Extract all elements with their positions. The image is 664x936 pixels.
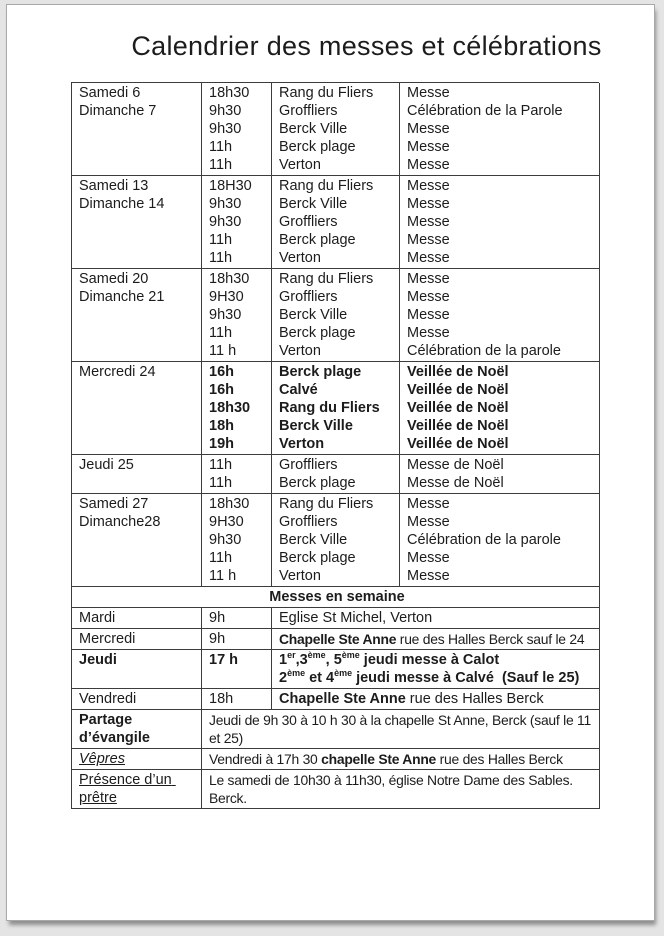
weekday: Jeudi	[79, 652, 117, 668]
event: Messe	[407, 157, 450, 173]
detail-line: Chapelle Ste Anne rue des Halles Berck	[279, 691, 544, 707]
event: Messe	[407, 139, 450, 155]
time: 18h30	[209, 85, 250, 101]
event: Messe	[407, 271, 450, 287]
place: Rang du Fliers	[279, 271, 374, 287]
document-page	[6, 4, 655, 921]
event-cell	[400, 83, 600, 176]
event-cell	[400, 362, 600, 455]
detail-line: Eglise St Michel, Verton	[279, 610, 433, 626]
event-cell	[400, 176, 600, 269]
detail-cell	[272, 650, 600, 689]
weekday: Mardi	[79, 610, 116, 626]
time: 9h30	[209, 532, 242, 548]
date-line: Samedi 13	[79, 178, 149, 194]
time: 18h30	[209, 496, 250, 512]
place: Berck plage	[279, 139, 356, 155]
time: 11 h	[209, 343, 237, 359]
time: 9h	[209, 610, 226, 626]
date-line: Dimanche28	[79, 514, 161, 530]
event-cell	[400, 494, 600, 587]
detail-cell	[272, 608, 600, 629]
place: Berck Ville	[279, 532, 348, 548]
date-line: Dimanche 21	[79, 289, 165, 305]
weekday-cell	[72, 650, 202, 689]
time: 16h	[209, 382, 234, 398]
place: Groffliers	[279, 214, 338, 230]
date-cell	[72, 455, 202, 494]
place: Groffliers	[279, 514, 338, 530]
time: 9h30	[209, 307, 242, 323]
time-cell	[202, 176, 272, 269]
date-cell	[72, 83, 202, 176]
place: Verton	[279, 568, 321, 584]
place: Groffliers	[279, 103, 338, 119]
date-cell	[72, 269, 202, 362]
weekday-cell	[72, 629, 202, 650]
event: Messe	[407, 568, 450, 584]
event: Messe	[407, 196, 450, 212]
place: Rang du Fliers	[279, 496, 374, 512]
time: 11h	[209, 232, 233, 248]
event: Veillée de Noël	[407, 436, 509, 452]
event: Messe	[407, 289, 450, 305]
event: Messe	[407, 307, 450, 323]
place: Rang du Fliers	[279, 178, 374, 194]
time: 18h	[209, 418, 234, 434]
place: Berck Ville	[279, 418, 353, 434]
place: Berck plage	[279, 475, 356, 491]
time: 11 h	[209, 568, 237, 584]
info-label: Partage d’évangile	[79, 712, 150, 746]
mass-calendar-table	[71, 82, 599, 809]
event-cell	[400, 455, 600, 494]
place: Verton	[279, 250, 321, 266]
place: Groffliers	[279, 289, 338, 305]
event: Veillée de Noël	[407, 364, 509, 380]
time: 18h	[209, 691, 234, 707]
time-cell	[202, 608, 272, 629]
event: Messe	[407, 250, 450, 266]
page-title: Calendrier des messes et célébrations	[131, 31, 602, 61]
event: Célébration de la parole	[407, 532, 561, 548]
date-line: Samedi 27	[79, 496, 149, 512]
place-cell	[272, 176, 400, 269]
place: Verton	[279, 157, 321, 173]
section-header-messes-en-semaine: Messes en semaine	[72, 587, 600, 608]
event: Messe	[407, 214, 450, 230]
detail-line: Vendredi à 17h 30 chapelle Ste Anne rue des Halles Berck	[209, 751, 563, 767]
weekday: Mercredi	[79, 631, 136, 647]
place-cell	[272, 362, 400, 455]
detail-line: Le samedi de 10h30 à 11h30, église Notre Dame des Sables. Berck.	[209, 772, 577, 806]
detail-line: Chapelle Ste Anne rue des Halles Berck sauf le 24	[279, 631, 585, 647]
detail-cell	[202, 749, 600, 770]
info-label: Vêpres	[79, 751, 125, 767]
time: 18H30	[209, 178, 252, 194]
detail-cell	[272, 689, 600, 710]
time-cell	[202, 650, 272, 689]
place-cell	[272, 455, 400, 494]
place: Berck Ville	[279, 307, 348, 323]
time: 19h	[209, 436, 234, 452]
info-label-cell	[72, 710, 202, 749]
info-label: Présence d’un prêtre	[79, 772, 176, 806]
detail-cell	[272, 629, 600, 650]
time: 11h	[209, 139, 233, 155]
time: 9h30	[209, 214, 242, 230]
time-cell	[202, 83, 272, 176]
detail-cell	[202, 710, 600, 749]
time: 11h	[209, 475, 233, 491]
event: Messe	[407, 325, 450, 341]
date-cell	[72, 494, 202, 587]
place: Berck Ville	[279, 196, 348, 212]
event: Célébration de la parole	[407, 343, 561, 359]
time: 18h30	[209, 400, 251, 416]
event: Messe	[407, 178, 450, 194]
event: Messe	[407, 232, 450, 248]
time: 9h	[209, 631, 226, 647]
event: Veillée de Noël	[407, 382, 509, 398]
place: Rang du Fliers	[279, 85, 374, 101]
place-cell	[272, 83, 400, 176]
event: Messe	[407, 550, 450, 566]
weekday: Vendredi	[79, 691, 137, 707]
place: Verton	[279, 343, 321, 359]
place: Berck Ville	[279, 121, 348, 137]
time: 11h	[209, 157, 233, 173]
time-cell	[202, 362, 272, 455]
date-line: Jeudi 25	[79, 457, 134, 473]
date-cell	[72, 176, 202, 269]
date-line: Dimanche 7	[79, 103, 157, 119]
time-cell	[202, 455, 272, 494]
time: 11h	[209, 550, 233, 566]
detail-line: 1er,3ème, 5ème jeudi messe à Calot	[279, 650, 500, 668]
time: 9h30	[209, 196, 242, 212]
weekday-cell	[72, 689, 202, 710]
place: Groffliers	[279, 457, 338, 473]
place: Rang du Fliers	[279, 400, 380, 416]
time: 17 h	[209, 652, 239, 668]
place: Calvé	[279, 382, 318, 398]
weekday-cell	[72, 608, 202, 629]
time-cell	[202, 494, 272, 587]
event: Messe de Noël	[407, 457, 504, 473]
event: Veillée de Noël	[407, 418, 509, 434]
event: Messe	[407, 121, 450, 137]
date-line: Mercredi 24	[79, 364, 156, 380]
time-cell	[202, 269, 272, 362]
time: 18h30	[209, 271, 250, 287]
place: Berck plage	[279, 232, 356, 248]
date-line: Samedi 6	[79, 85, 141, 101]
place: Verton	[279, 436, 325, 452]
date-cell	[72, 362, 202, 455]
event: Veillée de Noël	[407, 400, 509, 416]
event: Messe de Noël	[407, 475, 504, 491]
event: Célébration de la Parole	[407, 103, 563, 119]
detail-cell	[202, 770, 600, 809]
date-line: Dimanche 14	[79, 196, 165, 212]
date-line: Samedi 20	[79, 271, 149, 287]
place: Berck plage	[279, 325, 356, 341]
place-cell	[272, 494, 400, 587]
detail-line: 2ème et 4ème jeudi messe à Calvé (Sauf le 25)	[279, 668, 580, 686]
event: Messe	[407, 85, 450, 101]
time-cell	[202, 689, 272, 710]
time: 11h	[209, 457, 233, 473]
time: 9H30	[209, 289, 244, 305]
detail-line: Jeudi de 9h 30 à 10 h 30 à la chapelle St Anne, Berck (sauf le 11 et 25)	[209, 712, 595, 746]
place: Berck plage	[279, 364, 362, 380]
time: 9H30	[209, 514, 244, 530]
event: Messe	[407, 496, 450, 512]
event-cell	[400, 269, 600, 362]
time: 16h	[209, 364, 234, 380]
time: 9h30	[209, 121, 242, 137]
info-label-cell	[72, 749, 202, 770]
time: 11h	[209, 325, 233, 341]
time: 9h30	[209, 103, 242, 119]
place: Berck plage	[279, 550, 356, 566]
info-label-cell	[72, 770, 202, 809]
time: 11h	[209, 250, 233, 266]
place-cell	[272, 269, 400, 362]
event: Messe	[407, 514, 450, 530]
time-cell	[202, 629, 272, 650]
